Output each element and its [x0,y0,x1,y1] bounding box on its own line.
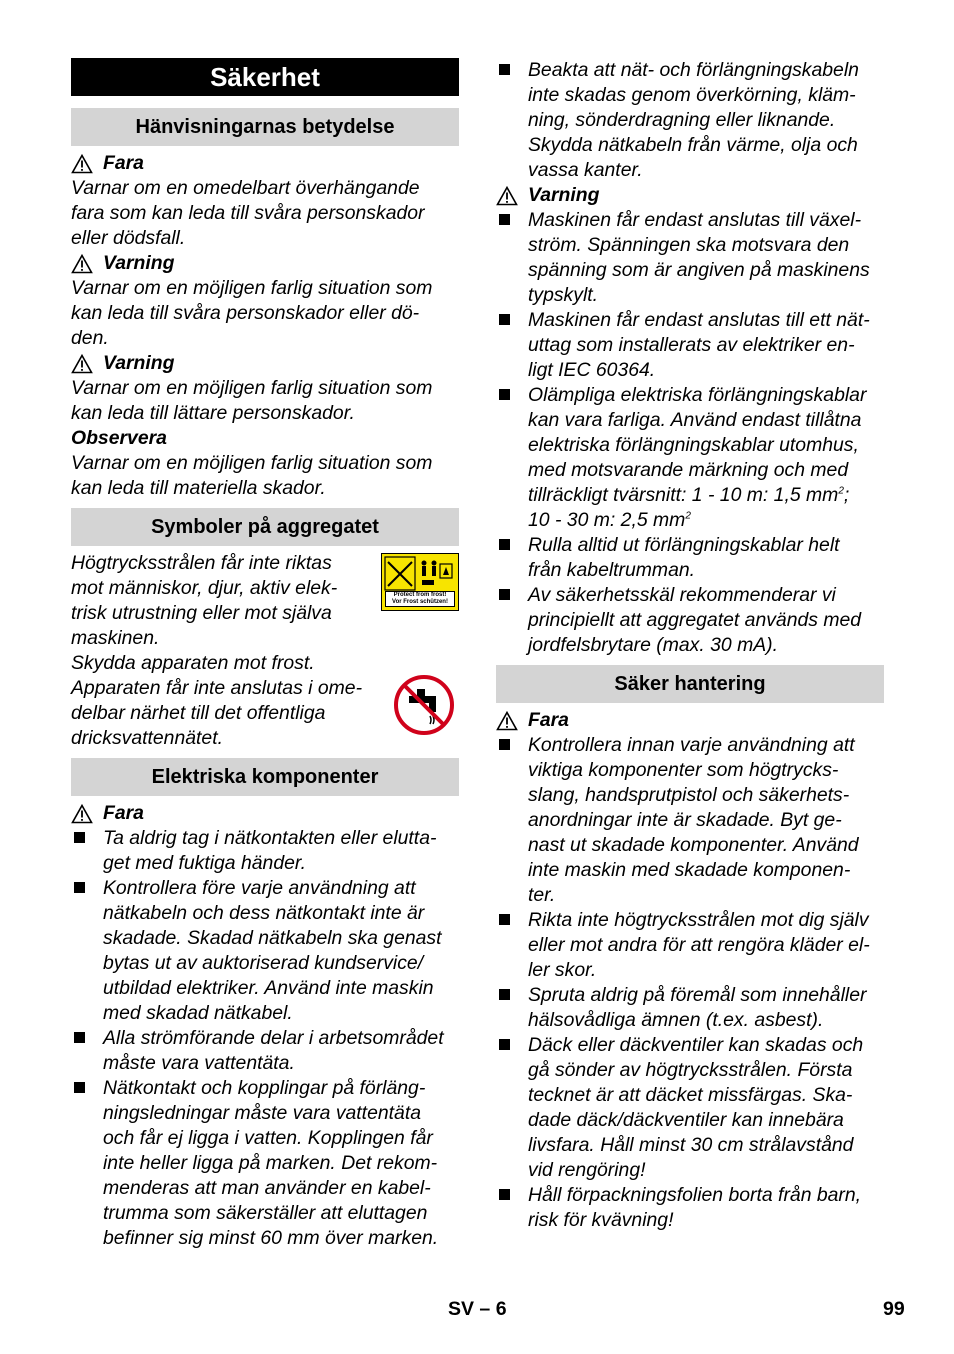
list-item: Spruta aldrig på föremål som innehåller hälsovådliga ämnen (t.ex. asbest). [496,983,884,1033]
warning-triangle-icon [71,254,93,274]
list-item: Rikta inte högtrycksstrålen mot dig själv eller mot andra för att rengöra kläder el- ler skor. [496,908,884,983]
list-item: Kontrollera innan varje användning att viktiga komponenter som högtrycks- slang, handsprutpistol och säkerhets- anordningar inte är skadade. Byt ge- nast ut skadade komponenter. Använd inte maskin med skadade komponen- ter. [496,733,884,908]
symbol-paragraph-frost: Skydda apparaten mot frost. [71,652,315,674]
section-heading-saker-hantering: Säker hantering [496,665,884,703]
list-item: Beakta att nät- och förlängningskabeln inte skadas genom överkörning, kläm- ning, sönderdragning eller liknande. Skydda nätkabeln från värme, olja och vassa kanter. [496,58,884,183]
section-heading-hanvisningar: Hänvisningarnas betydelse [71,108,459,146]
footer-section-marker: SV – 6 [448,1298,507,1320]
symbol-paragraph-jet: Högtrycksstrålen får inte riktas mot människor, djur, aktiv elek- trisk utrustning eller mot själva maskinen. Protect from frost! Vor Frost schützen! [71,551,459,651]
list-item: Alla strömförande delar i arbetsområdet måste vara vattentäta. [71,1026,459,1076]
symbol-paragraph-water: Apparaten får inte anslutas i ome- delbar närhet till det offentliga dricksvattennätet. [71,676,459,751]
section-heading-elektriska: Elektriska komponenter [71,758,459,796]
warning-triangle-icon [71,154,93,174]
varning-text: Varnar om en möjligen farlig situation som kan leda till svåra personskador eller dö- den. [71,277,433,349]
list-item: Nätkontakt och kopplingar på förläng- ningsledningar måste vara vattentäta och får ej ligga i vatten. Kopplingen får inte heller ligga på marken. Det rekom- menderas att man använder en kabel- trumma som säkerställer att eluttagen befinner sig minst 60 mm över marken. [71,1076,459,1251]
warning-triangle-icon [496,711,518,731]
list-item: Däck eller däckventiler kan skadas och gå sönder av högtrycksstrålen. Första tecknet är att däcket missfärgas. Ska- dade däck/däckventiler kan innebära livsfara. Håll minst 30 cm strålavstånd vid rengöring! [496,1033,884,1183]
list-item: Kontrollera före varje användning att nätkabeln och dess nätkontakt inte är skadade. Skadad nätkabeln ska genast bytas ut av auktoriserad kundservice/ utbildad elektriker. Använd inte maskin med skadad nätkabel. [71,876,459,1026]
varning-label: Varning [71,351,459,376]
section-heading-symboler: Symboler på aggregatet [71,508,459,546]
fara-label: Fara [496,708,884,733]
decal-text-de: Vor Frost schützen! [392,598,448,605]
no-drinking-water-icon [393,674,455,736]
warning-triangle-icon [496,186,518,206]
warning-triangle-icon [71,354,93,374]
warning-triangle-icon [71,804,93,824]
warning-decal-icon [381,553,459,611]
list-item: Av säkerhetsskäl rekommenderar vi principiellt att aggregatet används med jordfelsbrytare (max. 30 mA). [496,583,884,658]
list-item: Maskinen får endast anslutas till ett nät- uttag som installerats av elektriker en- ligt IEC 60364. [496,308,884,383]
page-title: Säkerhet [71,58,459,96]
list-item: Maskinen får endast anslutas till växel- ström. Spänningen ska motsvara den spänning som är angiven på maskinens typskylt. [496,208,884,308]
fara-label: Fara [71,801,459,826]
list-item: Håll förpackningsfolien borta från barn, risk för kvävning! [496,1183,884,1233]
list-item: Rulla alltid ut förlängningskablar helt från kabeltrumman. [496,533,884,583]
varning-label: Varning [71,251,459,276]
right-column [496,58,884,1233]
fara-text: Varnar om en omedelbart överhängande fara som kan leda till svåra personskador eller dödsfall. [71,177,425,249]
decal-text-en: Protect from frost! [393,592,447,598]
page-number: 99 [883,1298,905,1320]
list-item: Olämpliga elektriska förlängningskablar kan vara farliga. Använd endast tillåtna elektriska förlängningskablar utomhus, med motsvarande märkning och med tillräckligt tvärsnitt: 1 - 10 m: 1,5 $mm^2$; 10 - 30 m: 2,5 $mm^2$ [496,383,884,533]
left-column [71,58,459,1251]
observera-text: Varnar om en möjligen farlig situation som kan leda till materiella skador. [71,452,433,499]
list-item: Ta aldrig tag i nätkontakten eller elutta- get med fuktiga händer. [71,826,459,876]
varning-text: Varnar om en möjligen farlig situation som kan leda till lättare personskador. [71,377,433,424]
fara-label: Fara [71,151,459,176]
varning-label: Varning [496,183,884,208]
observera-label: Observera [71,427,167,449]
